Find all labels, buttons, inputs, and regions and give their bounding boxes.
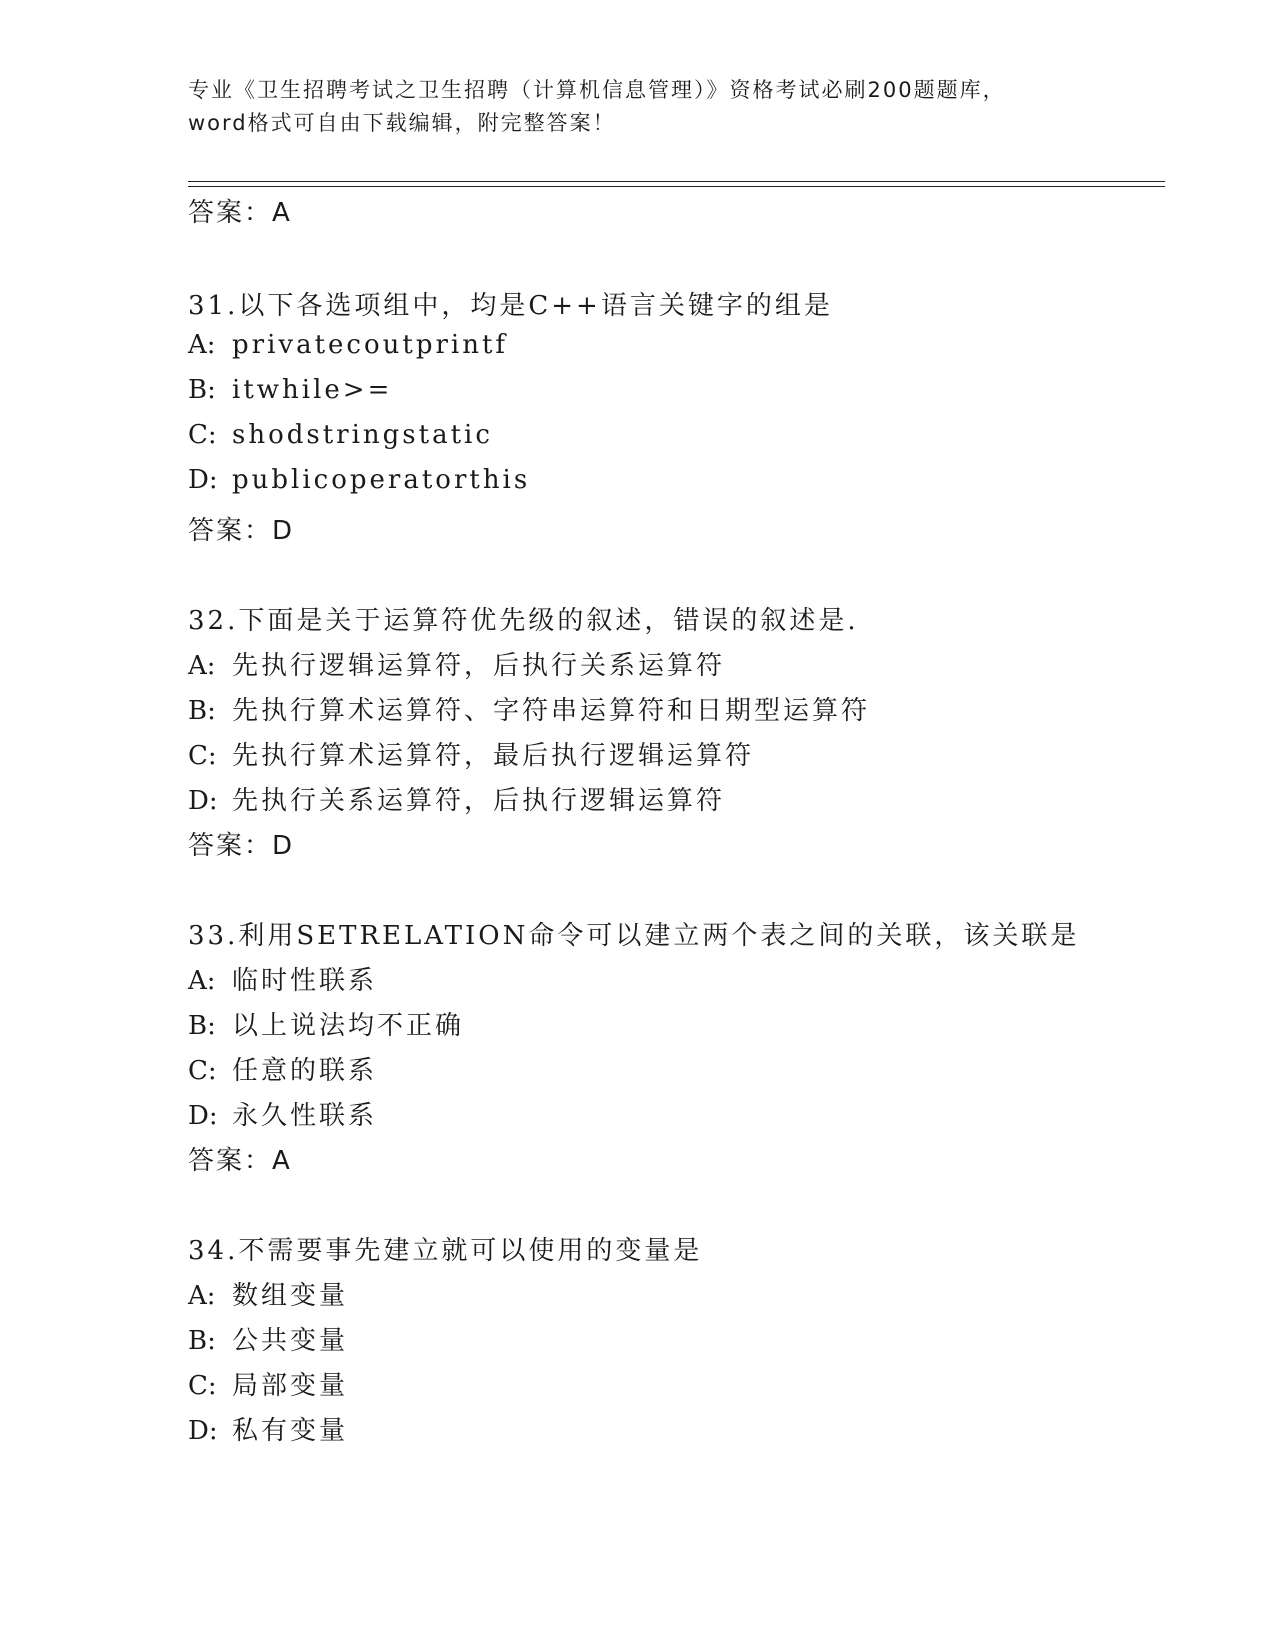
option-text: 数组变量 [232, 1281, 349, 1311]
option-label: C: [188, 741, 217, 771]
option-label: D: [188, 1416, 218, 1446]
q34-option-d [188, 1410, 348, 1447]
answer-33: 答案：A [188, 1146, 292, 1176]
q33-option-a [188, 960, 377, 997]
question-34: 34.不需要事先建立就可以使用的变量是 [188, 1236, 703, 1266]
q31-option-c [188, 420, 493, 450]
q32-option-d [188, 780, 725, 817]
answer-31: 答案：D [188, 516, 295, 546]
option-text: 以上说法均不正确 [232, 1011, 465, 1041]
option-label: B: [188, 1326, 216, 1356]
option-text: 局部变量 [232, 1371, 349, 1401]
option-label: B: [188, 1011, 216, 1041]
option-label: D: [188, 786, 218, 816]
q32-option-c [188, 735, 754, 772]
q33-option-d [188, 1095, 377, 1132]
option-text: 先执行算术运算符，最后执行逻辑运算符 [232, 741, 755, 771]
option-label: C: [188, 1056, 217, 1086]
question-31: 31.以下各选项组中，均是C++语言关键字的组是 [188, 291, 833, 321]
header-divider-bottom [188, 186, 1165, 187]
option-text: privatecoutprintf [232, 330, 509, 360]
option-label: A: [188, 330, 216, 360]
option-label: B: [188, 696, 216, 726]
document-header [188, 74, 1088, 140]
option-text: 任意的联系 [232, 1056, 378, 1086]
option-text: 先执行关系运算符，后执行逻辑运算符 [232, 786, 726, 816]
q34-option-c [188, 1365, 348, 1402]
option-text: 私有变量 [232, 1416, 349, 1446]
option-text: 先执行逻辑运算符，后执行关系运算符 [232, 651, 726, 681]
q31-option-d [188, 465, 530, 495]
answer-32: 答案：D [188, 831, 295, 861]
q33-option-c [188, 1050, 377, 1087]
q31-option-a [188, 330, 508, 360]
header-divider-top [188, 181, 1165, 182]
option-label: A: [188, 966, 216, 996]
option-label: C: [188, 1371, 217, 1401]
option-label: D: [188, 465, 218, 495]
option-text: 永久性联系 [232, 1101, 378, 1131]
header-line-2: word格式可自由下载编辑，附完整答案！ [188, 111, 616, 135]
q33-option-b [188, 1005, 464, 1042]
option-text: shodstringstatic [232, 420, 493, 450]
answer-30: 答案：A [188, 198, 292, 228]
option-text: 公共变量 [232, 1326, 349, 1356]
question-33: 33.利用SETRELATION命令可以建立两个表之间的关联，该关联是 [188, 921, 1080, 951]
header-line-1: 专业《卫生招聘考试之卫生招聘（计算机信息管理）》资格考试必刷200题题库， [188, 78, 1006, 102]
option-label: D: [188, 1101, 218, 1131]
q31-option-b [188, 375, 392, 405]
q34-option-a [188, 1275, 348, 1312]
question-32: 32.下面是关于运算符优先级的叙述，错误的叙述是. [188, 606, 859, 636]
option-text: itwhile>= [232, 375, 393, 405]
option-label: A: [188, 651, 216, 681]
q34-option-b [188, 1320, 348, 1357]
option-label: C: [188, 420, 217, 450]
q32-option-a [188, 645, 725, 682]
q32-option-b [188, 690, 870, 727]
option-label: A: [188, 1281, 216, 1311]
option-text: publicoperatorthis [232, 465, 531, 495]
option-text: 先执行算术运算符、字符串运算符和日期型运算符 [232, 696, 871, 726]
option-label: B: [188, 375, 216, 405]
option-text: 临时性联系 [232, 966, 378, 996]
